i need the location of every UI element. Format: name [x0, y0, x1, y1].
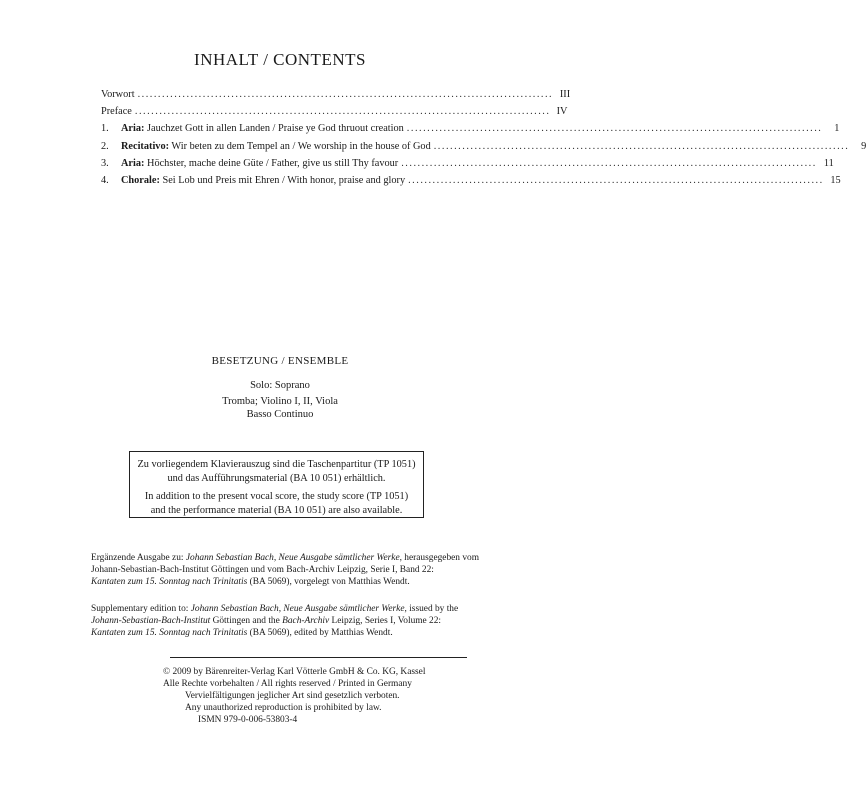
- reproduction-line-de: Vervielfältigungen jeglicher Art sind gesetzlich verboten.: [185, 691, 400, 701]
- toc-entry-number: 3.: [101, 157, 109, 169]
- notice-de-line: Zu vorliegendem Klavierauszug sind die Taschenpartitur (TP 1051): [137, 459, 416, 470]
- toc-entry-type: Chorale:: [121, 174, 160, 186]
- toc-entry[interactable]: [101, 157, 834, 175]
- toc-entry-type: Aria:: [121, 157, 145, 169]
- ismn-line: ISMN 979-0-006-53803-4: [198, 715, 298, 725]
- toc-leader-dots: ......................................................................................................: [406, 123, 823, 135]
- toc-entry-label: Höchster, mache deine Güte / Father, give us still Thy favour: [144, 157, 399, 169]
- ensemble-instruments: Tromba; Violino I, II, Viola: [222, 396, 338, 407]
- supplement-note-german: Ergänzende Ausgabe zu: Johann Sebastian Bach, Neue Ausgabe sämtlicher Werke, herausgegeben vom Johann-Sebastian-Bach-Institut Göttingen und vom Bach-Archiv Leipzig, Serie I, Band 22: Kantaten zum 15. Sonntag nach Trinitatis (BA 5069), vorgelegt von Matthias Wendt.: [91, 553, 480, 588]
- toc-leader-dots: ......................................................................................................: [408, 174, 824, 186]
- availability-notice: [129, 451, 424, 518]
- toc-entry-label: Vorwort: [101, 89, 135, 100]
- divider-rule: [170, 657, 467, 658]
- toc-entry[interactable]: [101, 174, 841, 192]
- toc-entry-label: Preface: [101, 106, 132, 118]
- ensemble-solo: Solo: Soprano: [250, 380, 310, 391]
- toc-entry-number: 2.: [101, 140, 109, 152]
- notice-de-line: und das Aufführungsmaterial (BA 10 051) erhältlich.: [167, 472, 386, 484]
- toc-entry[interactable]: [101, 123, 840, 140]
- toc-entry-label: Sei Lob und Preis mit Ehren / With honor, praise and glory: [159, 174, 406, 186]
- notice-en-line: and the performance material (BA 10 051) are also available.: [150, 504, 403, 516]
- toc-entry-page: IV: [556, 106, 568, 118]
- toc-entry-page: 1: [834, 123, 840, 135]
- table-of-contents: [101, 89, 866, 192]
- toc-entry-type: Recitativo:: [121, 140, 170, 152]
- toc-entry[interactable]: [101, 106, 568, 123]
- ensemble-continuo: Basso Continuo: [246, 409, 314, 420]
- toc-entry[interactable]: [101, 89, 571, 106]
- toc-entry-page: III: [559, 89, 571, 100]
- toc-entry-label: Wir beten zu dem Tempel an / We worship in the house of God: [169, 140, 431, 152]
- toc-leader-dots: ......................................................................................................: [134, 106, 551, 118]
- toc-entry[interactable]: [101, 140, 866, 158]
- toc-entry-number: 4.: [101, 174, 109, 186]
- notice-en-line: In addition to the present vocal score, the study score (TP 1051): [144, 491, 409, 502]
- reproduction-line-en: Any unauthorized reproduction is prohibited by law.: [185, 703, 382, 713]
- toc-entry-type: Aria:: [121, 123, 145, 135]
- ensemble-heading: BESETZUNG / ENSEMBLE: [211, 355, 349, 367]
- supplement-note-english: Supplementary edition to: Johann Sebastian Bach, Neue Ausgabe sämtlicher Werke, issued by the Johann-Sebastian-Bach-Institut Göttingen and the Bach-Archiv Leipzig, Series I, Volume 22: Kantaten zum 15. Sonntag nach Trinitatis (BA 5069), edited by Matthias Wendt.: [91, 604, 459, 639]
- toc-leader-dots: ......................................................................................................: [401, 157, 817, 169]
- page-title: INHALT / CONTENTS: [194, 50, 366, 69]
- copyright-block: [163, 666, 463, 726]
- toc-entry-number: 1.: [101, 123, 109, 135]
- toc-entry-page: 9: [861, 140, 866, 152]
- rights-line: Alle Rechte vorbehalten / All rights reserved / Printed in Germany: [163, 679, 412, 689]
- toc-leader-dots: ......................................................................................................: [433, 140, 850, 152]
- toc-entry-label: Jauchzet Gott in allen Landen / Praise ye God thruout creation: [144, 123, 404, 135]
- toc-entry-page: 15: [830, 174, 841, 186]
- copyright-line: © 2009 by Bärenreiter-Verlag Karl Vötterle GmbH & Co. KG, Kassel: [163, 667, 426, 677]
- toc-entry-page: 11: [823, 157, 834, 169]
- toc-leader-dots: ......................................................................................................: [137, 89, 554, 100]
